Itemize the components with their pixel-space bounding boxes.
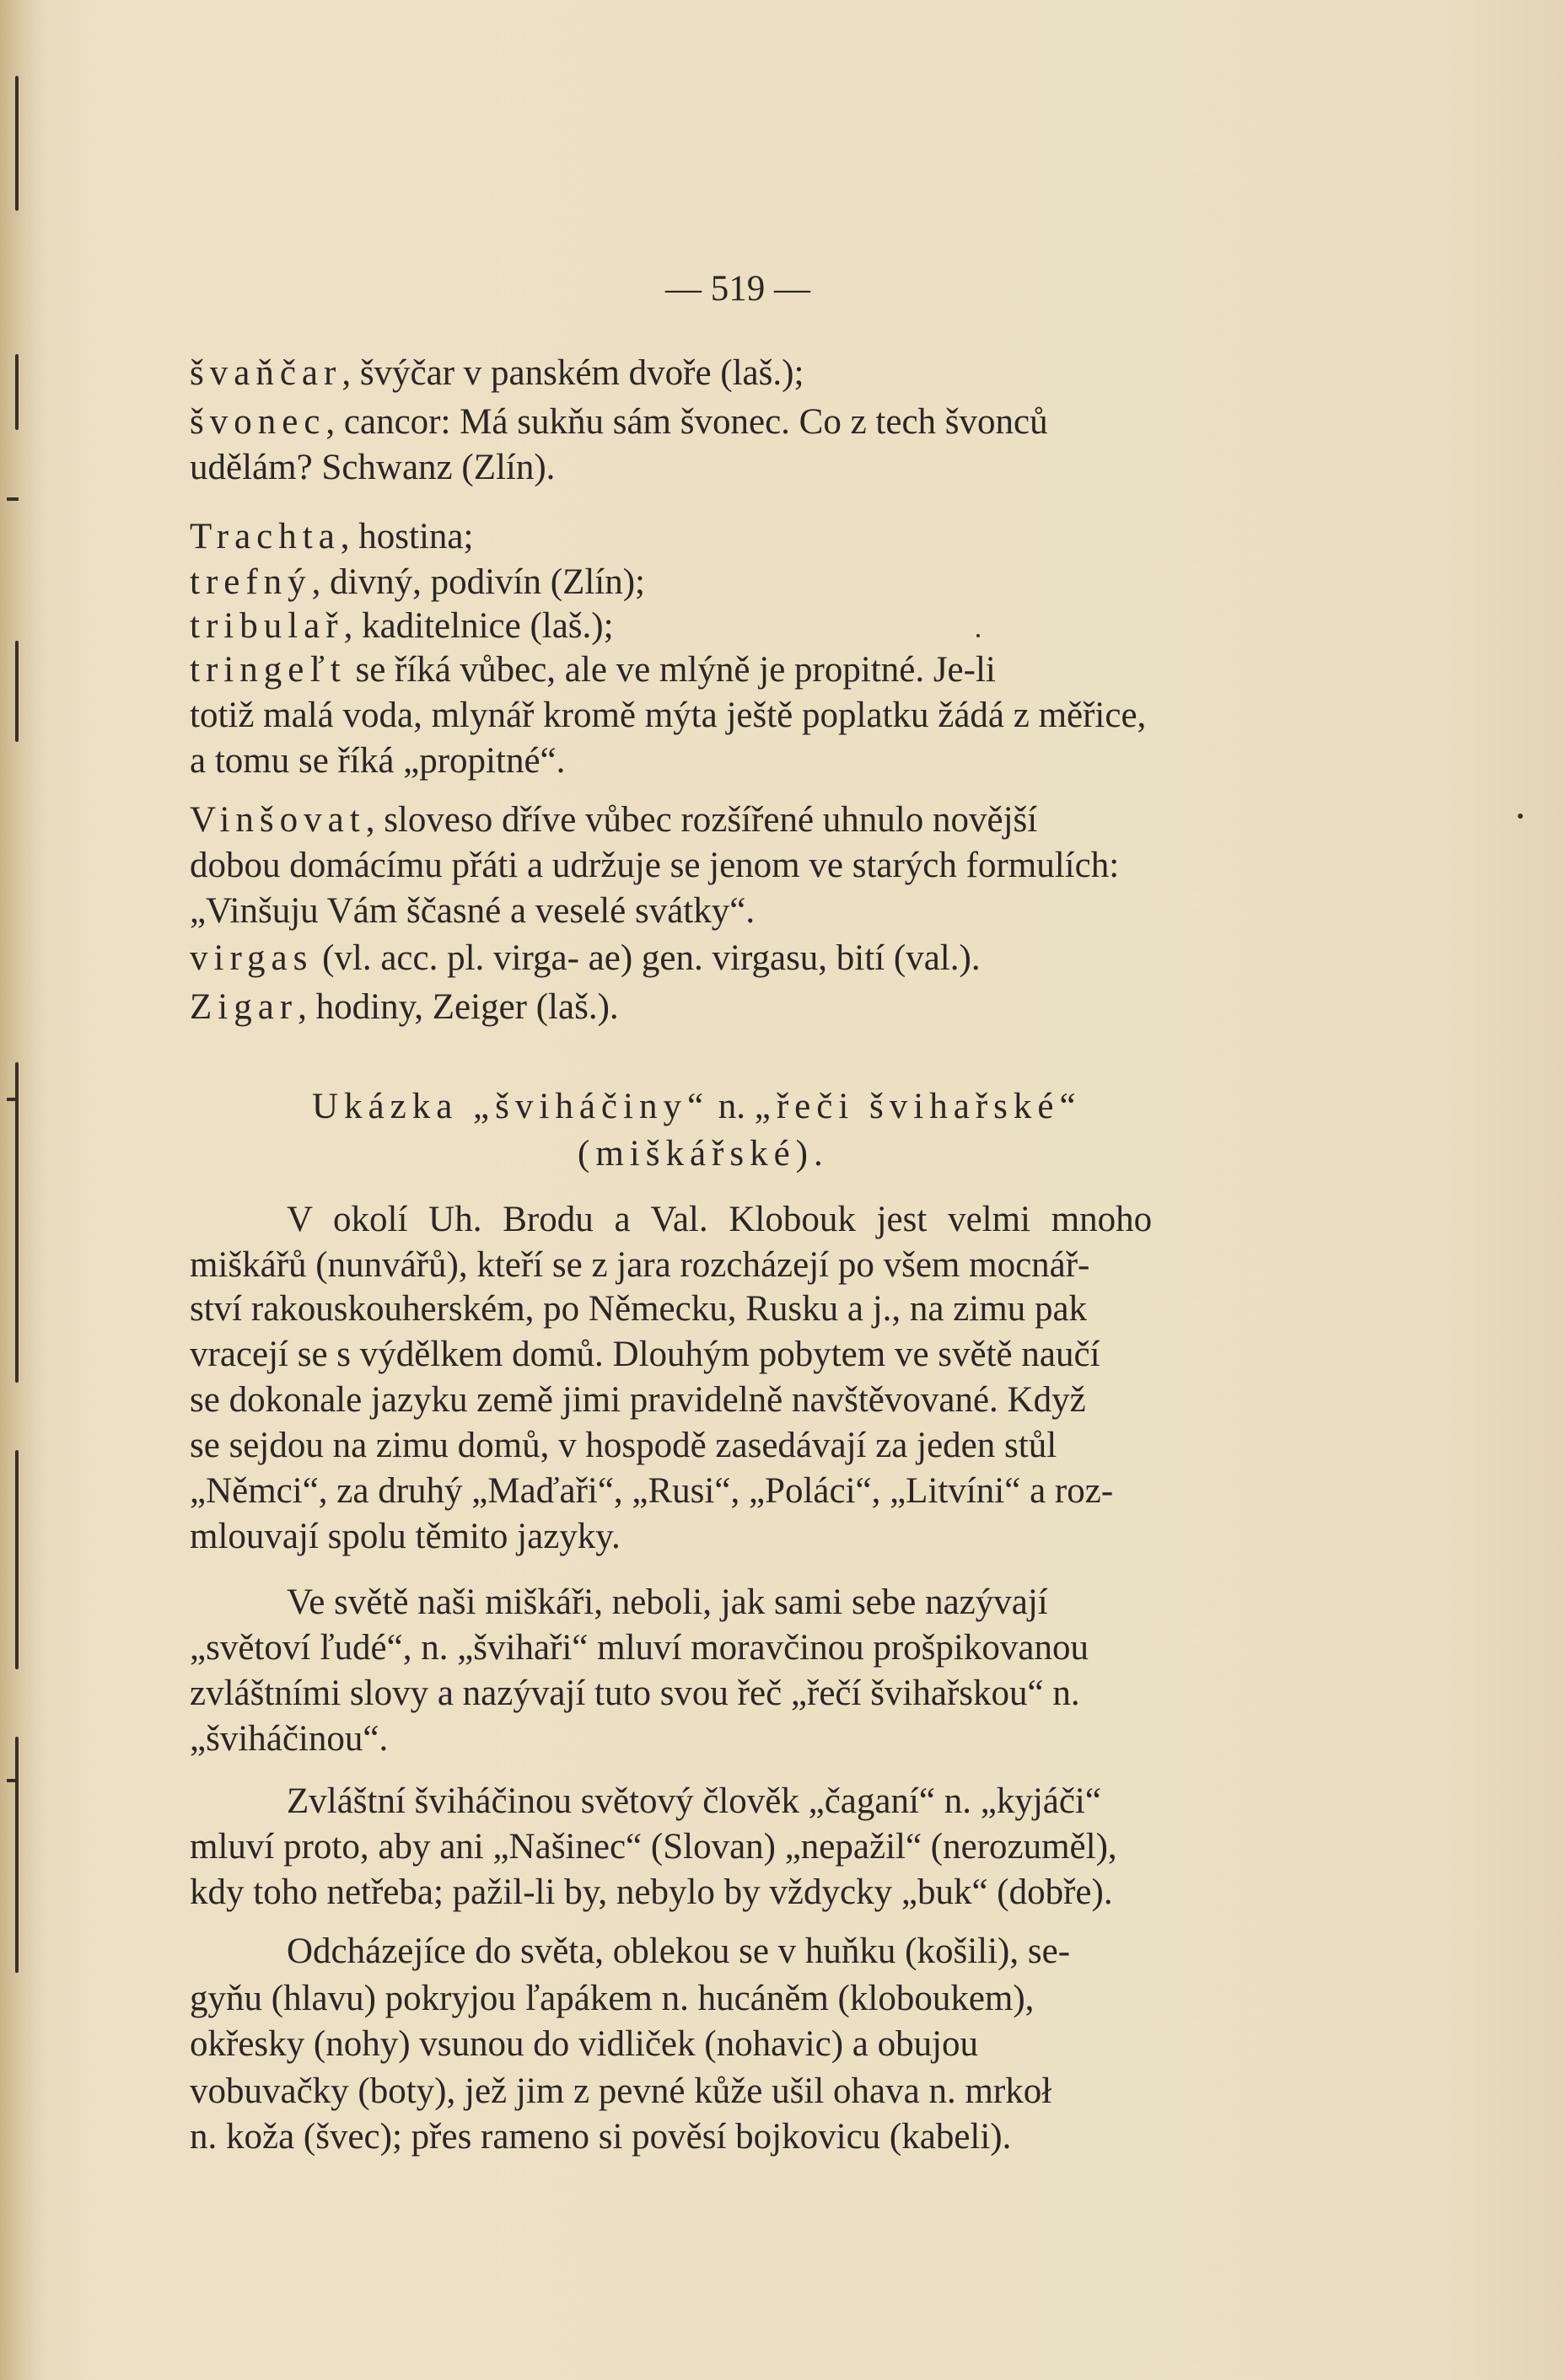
heading-part: Ukázka „šviháčiny“	[312, 1087, 710, 1126]
definition: , divný, podivín (Zlín);	[311, 562, 646, 602]
headword: švaňčar	[190, 353, 342, 393]
headword: virgas	[190, 938, 314, 978]
headword: Trachta	[190, 517, 341, 556]
paragraph-text: okřesky (nohy) vsunou do vidliček (nohavic) a obujou	[190, 2024, 979, 2064]
headword: trefný	[190, 562, 312, 602]
definition: , sloveso dříve vůbec rozšířené uhnulo novější	[365, 800, 1038, 840]
paragraph-text: gyňu (hlavu) pokryjou ľapákem n. hucáněm (kloboukem),	[190, 1979, 1035, 2018]
paragraph-text: miškářů (nunvářů), kteří se z jara rozcházejí po všem mocnář-	[190, 1245, 1090, 1285]
text-line	[190, 740, 1286, 782]
text-line	[190, 401, 1286, 443]
definition: , kaditelnice (laš.);	[343, 606, 614, 646]
paragraph-text: Odcházejíce do světa, oblekou se v huňku (košili), se-	[287, 1931, 1071, 1971]
definition: , cancor: Má sukňu sám švonec. Co z tech švonců	[325, 402, 1048, 442]
text-line	[190, 1872, 1286, 1914]
text-line	[190, 2116, 1286, 2158]
text-line	[190, 845, 1286, 887]
text-line	[190, 605, 1286, 647]
paragraph-text: se sejdou na zimu domů, v hospodě zasedávají za jeden stůl	[190, 1426, 1057, 1465]
definition: (vl. acc. pl. virga- ae) gen. virgasu, bití (val.).	[313, 938, 981, 978]
text-line	[190, 1334, 1286, 1376]
text-line	[190, 2023, 1286, 2066]
paragraph-text: „světoví ľudé“, n. „švihaři“ mluví moravčinou prošpikovanou	[190, 1628, 1089, 1668]
text-line	[190, 561, 1286, 604]
headword: Zigar	[190, 987, 298, 1027]
definition: „Vinšuju Vám ščasné a veselé svátky“.	[190, 891, 756, 931]
paragraph-text: Zvláštní šviháčinou světový člověk „čaganí“ n. „kyjáči“	[287, 1781, 1101, 1821]
text-line	[287, 1781, 1383, 1823]
paragraph-text: kdy toho netřeba; pažil-li by, nebylo by vždycky „buk“ (dobře).	[190, 1872, 1113, 1912]
heading-part: „řeči švihařské“	[754, 1087, 1082, 1126]
text-line	[287, 1199, 1383, 1241]
paragraph-text: vracejí se s výdělkem domů. Dlouhým pobytem ve světě naučí	[190, 1335, 1100, 1374]
paragraph-text: Ve světě naši miškáři, neboli, jak sami sebe nazývají	[287, 1582, 1048, 1622]
heading-part: (miškářské).	[578, 1134, 829, 1174]
paragraph-text: mlouvají spolu těmito jazyky.	[190, 1517, 621, 1556]
text-line	[190, 1978, 1286, 2020]
headword: Vinšovat	[190, 800, 366, 840]
page-number: — 519 —	[665, 269, 810, 309]
text-line	[190, 799, 1286, 841]
paragraph-text: mluví proto, aby ani „Našinec“ (Slovan) „nepažil“ (nerozuměl),	[190, 1827, 1117, 1867]
definition: se říká vůbec, ale ve mlýně je propitné. Je-li	[346, 650, 996, 690]
text-line	[190, 890, 1286, 932]
print-speck	[1518, 814, 1523, 819]
definition: dobou domácímu přáti a udržuje se jenom ve starých formulích:	[190, 846, 1120, 885]
definition: , hodiny, Zeiger (laš.).	[298, 987, 619, 1027]
page-spine-edge	[0, 0, 40, 2380]
text-line	[190, 1516, 1286, 1558]
definition: , švýčar v panském dvoře (laš.);	[342, 353, 804, 393]
paragraph-text: n. koža (švec); přes rameno si pověsí bojkovicu (kabeli).	[190, 2117, 1012, 2157]
headword: švonec	[190, 402, 326, 442]
text-line	[190, 1627, 1286, 1669]
text-line	[190, 695, 1286, 737]
paragraph-text: V okolí Uh. Brodu a Val. Klobouk jest velmi mnoho	[287, 1200, 1153, 1239]
paragraph-text: „Němci“, za druhý „Maďaři“, „Rusi“, „Poláci“, „Litvíni“ a roz-	[190, 1471, 1114, 1511]
text-line	[190, 1244, 1286, 1287]
headword: tribulař	[190, 606, 344, 646]
text-line	[190, 516, 1286, 558]
text-line	[190, 1718, 1286, 1760]
section-subheading	[578, 1133, 1565, 1175]
paragraph-text: se dokonale jazyku země jimi pravidelně navštěvované. Když	[190, 1380, 1086, 1420]
text-line	[190, 1288, 1286, 1330]
text-line	[190, 2071, 1286, 2113]
paragraph-text: vobuvačky (boty), jež jim z pevné kůže ušil ohava n. mrkoł	[190, 2071, 1052, 2111]
headword: tringeľt	[190, 650, 347, 690]
text-line	[190, 447, 1286, 489]
text-line	[190, 1826, 1286, 1868]
text-line	[190, 1425, 1286, 1467]
definition: totiž malá voda, mlynář kromě mýta ještě poplatku žádá z měřice,	[190, 696, 1147, 735]
text-line	[287, 1582, 1383, 1624]
text-line	[287, 1931, 1383, 1973]
definition: udělám? Schwanz (Zlín).	[190, 448, 556, 487]
text-line	[190, 937, 1286, 980]
text-line	[190, 1470, 1286, 1512]
definition: a tomu se říká „propitné“.	[190, 741, 566, 781]
heading-part: n.	[709, 1087, 755, 1126]
text-line	[190, 649, 1286, 691]
text-line	[190, 986, 1286, 1029]
paragraph-text: zvláštními slovy a nazývají tuto svou řeč „řečí švihařskou“ n.	[190, 1674, 1080, 1713]
text-line	[190, 1673, 1286, 1715]
text-line	[190, 1379, 1286, 1421]
section-heading	[312, 1086, 1408, 1128]
paragraph-text: ství rakouskouherském, po Německu, Rusku a j., na zimu pak	[190, 1289, 1088, 1329]
text-line	[190, 352, 1286, 395]
paragraph-text: „šviháčinou“.	[190, 1719, 389, 1759]
definition: , hostina;	[340, 517, 474, 556]
